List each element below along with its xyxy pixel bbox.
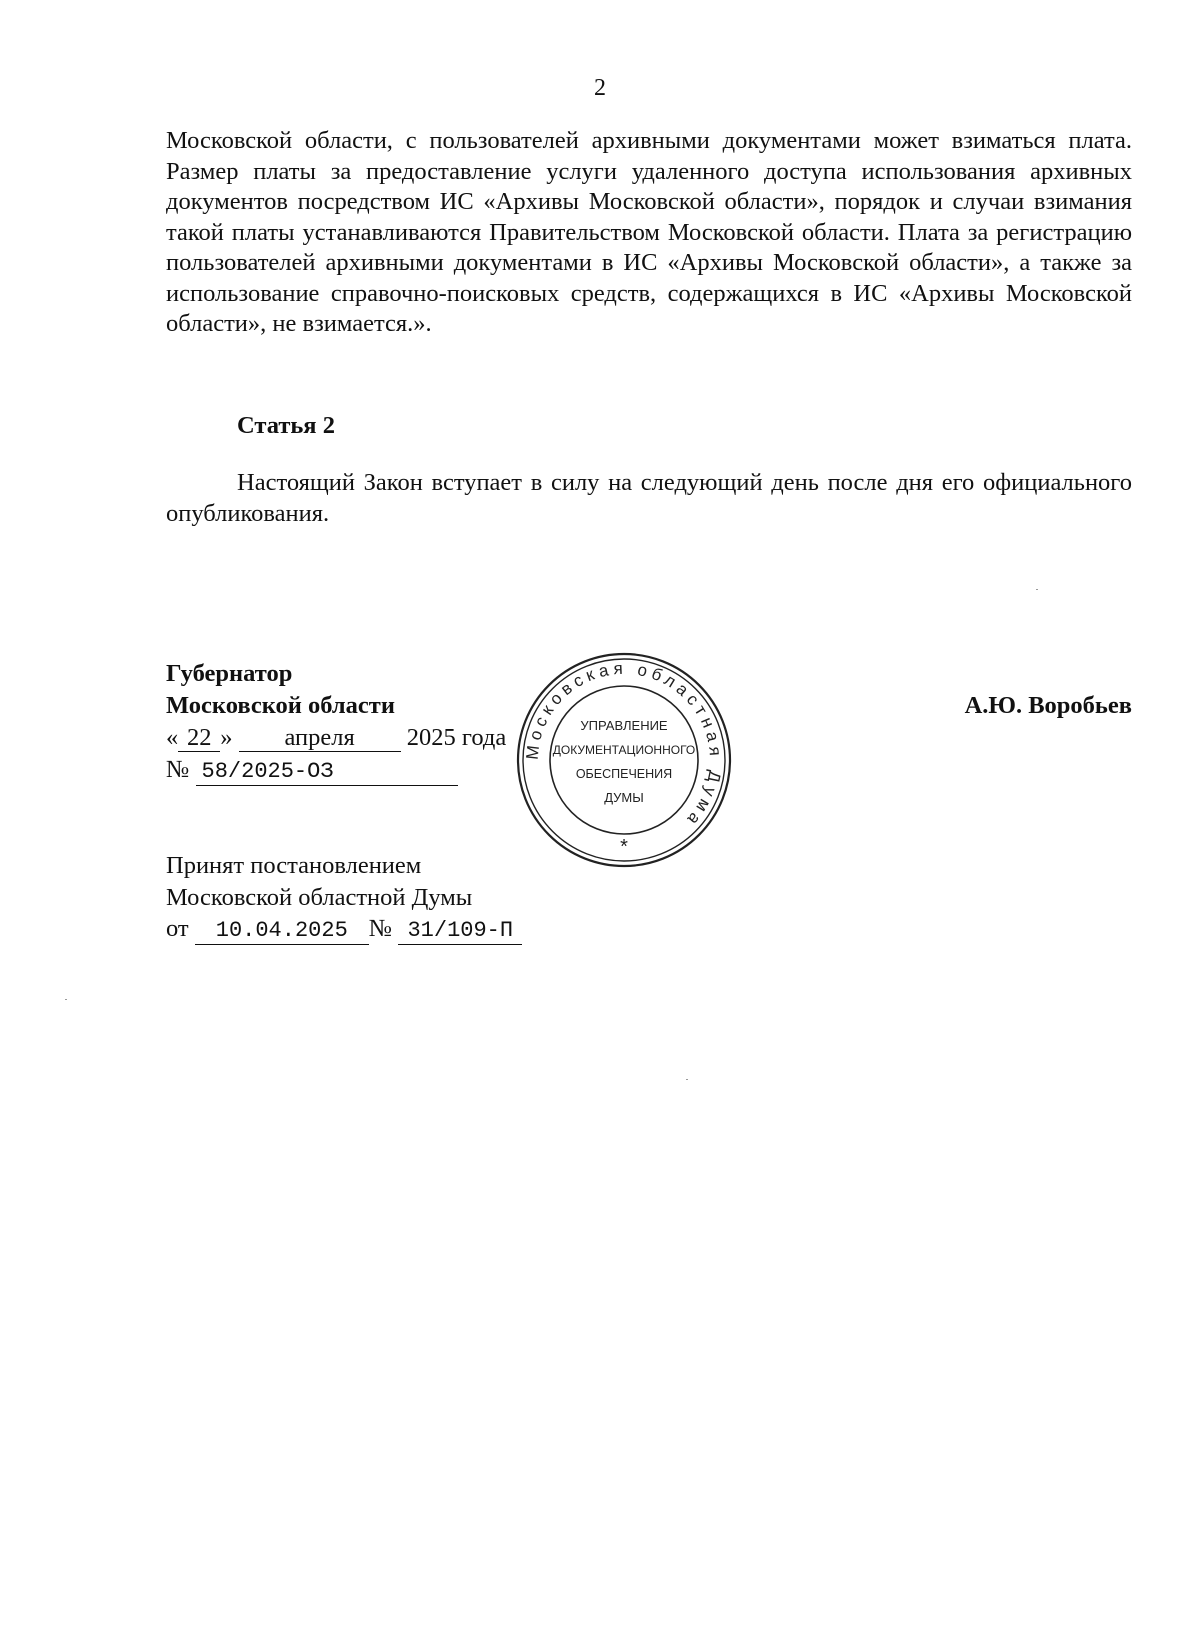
date-open-quote: « <box>166 724 179 751</box>
scan-speck <box>65 999 67 1000</box>
scan-speck <box>686 1079 688 1080</box>
date-day: 22 <box>178 725 220 752</box>
article-title: Статья 2 <box>237 412 335 439</box>
law-number-prefix: № <box>166 756 190 783</box>
governor-title-line1: Губернатор <box>166 660 293 687</box>
stamp-ring-text: Московская областная Дума <box>522 658 726 833</box>
adopted-number-prefix: № <box>368 915 393 942</box>
stamp-center-line2: ДОКУМЕНТАЦИОННОГО <box>552 743 696 757</box>
adopted-line2: Московской областной Думы <box>166 883 473 911</box>
page-number: 2 <box>594 75 606 101</box>
adopted-date-line <box>166 913 522 945</box>
adopted-date-value: 10.04.2025 <box>195 918 369 945</box>
stamp-center-line1: УПРАВЛЕНИЕ <box>580 718 668 733</box>
stamp-star: * <box>620 836 628 858</box>
adopted-number-value: 31/109-П <box>398 918 522 945</box>
stamp-center-line3: ОБЕСПЕЧЕНИЯ <box>575 767 673 781</box>
article-text: Настоящий Закон вступает в силу на следующий день после дня его официального опубликования. <box>166 469 1132 527</box>
adopted-date-prefix: от <box>166 915 189 942</box>
date-year: 2025 года <box>406 724 507 751</box>
stamp-center-line4: ДУМЫ <box>604 790 644 805</box>
stamp-rings <box>518 654 730 866</box>
body-paragraph: Московской области, с пользователей архивными документами может взиматься плата. Размер платы за предоставление услуги удаленного доступа использования архивных документов посредством ИС «Архивы Московской области», порядок и случаи взимания такой платы устанавливаются Правительством Московской области. Плата за регистрацию пользователей архивными документами в ИС «Архивы Московской области», а также за использование справочно-поисковых средств, содержащихся в ИС «Архивы Московской области», не взимается.». <box>166 127 1132 337</box>
official-seal-stamp <box>514 650 734 870</box>
adopted-line1: Принят постановлением <box>166 852 422 879</box>
adopted-block <box>166 850 522 945</box>
signature-name: А.Ю. Воробьев <box>964 692 1132 719</box>
governor-title-line2: Московской области <box>166 692 395 719</box>
law-number-value: 58/2025-ОЗ <box>196 759 458 786</box>
date-close-quote: » <box>220 724 233 751</box>
scan-speck <box>1036 589 1038 590</box>
date-month: апреля <box>239 725 401 752</box>
